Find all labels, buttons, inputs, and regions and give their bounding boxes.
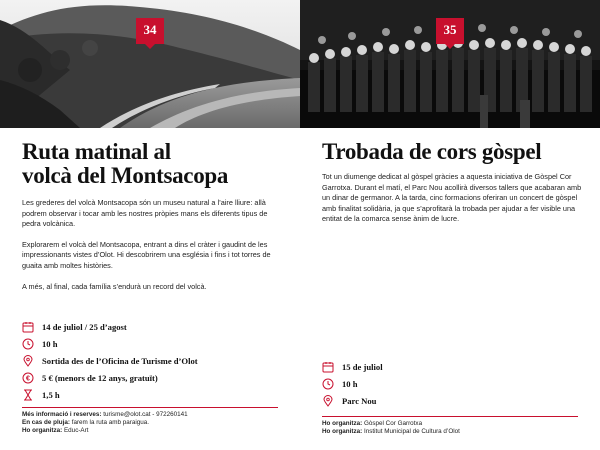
credit-line: Ho organitza: Gòspel Cor Garrotxa (322, 420, 423, 427)
location-pin-icon (322, 395, 334, 407)
credits (22, 411, 292, 436)
credit-line: Ho organitza: Institut Municipal de Cultura d’Olot (322, 428, 460, 436)
duration-text: 1,5 h (42, 389, 60, 400)
date-text: 15 de juliol (342, 361, 383, 372)
price-row (22, 369, 290, 386)
page-title: Trobada de cors gòspel (322, 139, 542, 164)
location-row (22, 352, 290, 369)
paragraph: Explorarem el volcà del Montsacopa, entrant a dins el cràter i gaudint de les impressionants vistes d’Olot. Hi descobrirem una església i fins i tot torres de guaita amb moltes històries. (22, 239, 271, 270)
time-row (22, 335, 290, 352)
title-line-1: Ruta matinal al (22, 139, 171, 164)
credit-line: Més informació i reserves: turisme@olot.cat - 972260141 (22, 411, 188, 418)
svg-text:€: € (26, 375, 30, 382)
date-row (22, 318, 290, 335)
description (22, 198, 288, 302)
paragraph: Tot un diumenge dedicat al gòspel gràcies a aquesta iniciativa de Gòspel Cor Garrotxa. Durant el matí, el Parc Nou acollirà diversos tallers que acabaran amb un dinar de germanor. A la tarda, cinc formacions oferiran un concert de gòspel amb finalitat solidària, ja que s’aprofitarà la trobada per ajudar a fer visible una entitat de la comarca sense ànim de lucre. (322, 172, 582, 224)
credits (322, 420, 592, 436)
divider (322, 416, 578, 417)
credit-line: En cas de pluja: farem la ruta amb paraigua. (22, 419, 150, 427)
page-number-badge: 35 (436, 18, 464, 44)
paragraph: Les grederes del volcà Montsacopa són un museu natural a l’aire lliure: allà podrem observar i tocar amb les nostres pròpies mans els diferents tipus de pedra volcànica. (22, 198, 268, 229)
calendar-icon (22, 321, 34, 333)
clock-icon (322, 378, 334, 390)
location-row (322, 392, 590, 409)
time-row (322, 375, 590, 392)
price-text: 5 € (menors de 12 anys, gratuït) (42, 372, 158, 383)
time-text: 10 h (42, 338, 58, 349)
date-row (322, 358, 590, 375)
event-info (322, 358, 590, 409)
location-text: Sortida des de l’Oficina de Turisme d’Olot (42, 355, 198, 366)
paragraph: A més, al final, cada família s’endurà un record del volcà. (22, 281, 207, 291)
date-text: 14 de juliol / 25 d’agost (42, 321, 127, 332)
page-number-badge: 34 (136, 18, 164, 44)
description (322, 172, 586, 235)
page-title (22, 140, 292, 188)
title-line-2: volcà del Montsacopa (22, 163, 229, 188)
location-pin-icon (22, 355, 34, 367)
location-text: Parc Nou (342, 395, 377, 406)
euro-icon (22, 372, 34, 384)
divider (22, 407, 278, 408)
calendar-icon (322, 361, 334, 373)
hourglass-icon (22, 389, 34, 401)
duration-row (22, 386, 290, 403)
credit-line: Ho organitza: Educ-Art (22, 427, 89, 435)
clock-icon (22, 338, 34, 350)
event-info (22, 318, 290, 403)
page-right (300, 0, 600, 450)
time-text: 10 h (342, 378, 358, 389)
